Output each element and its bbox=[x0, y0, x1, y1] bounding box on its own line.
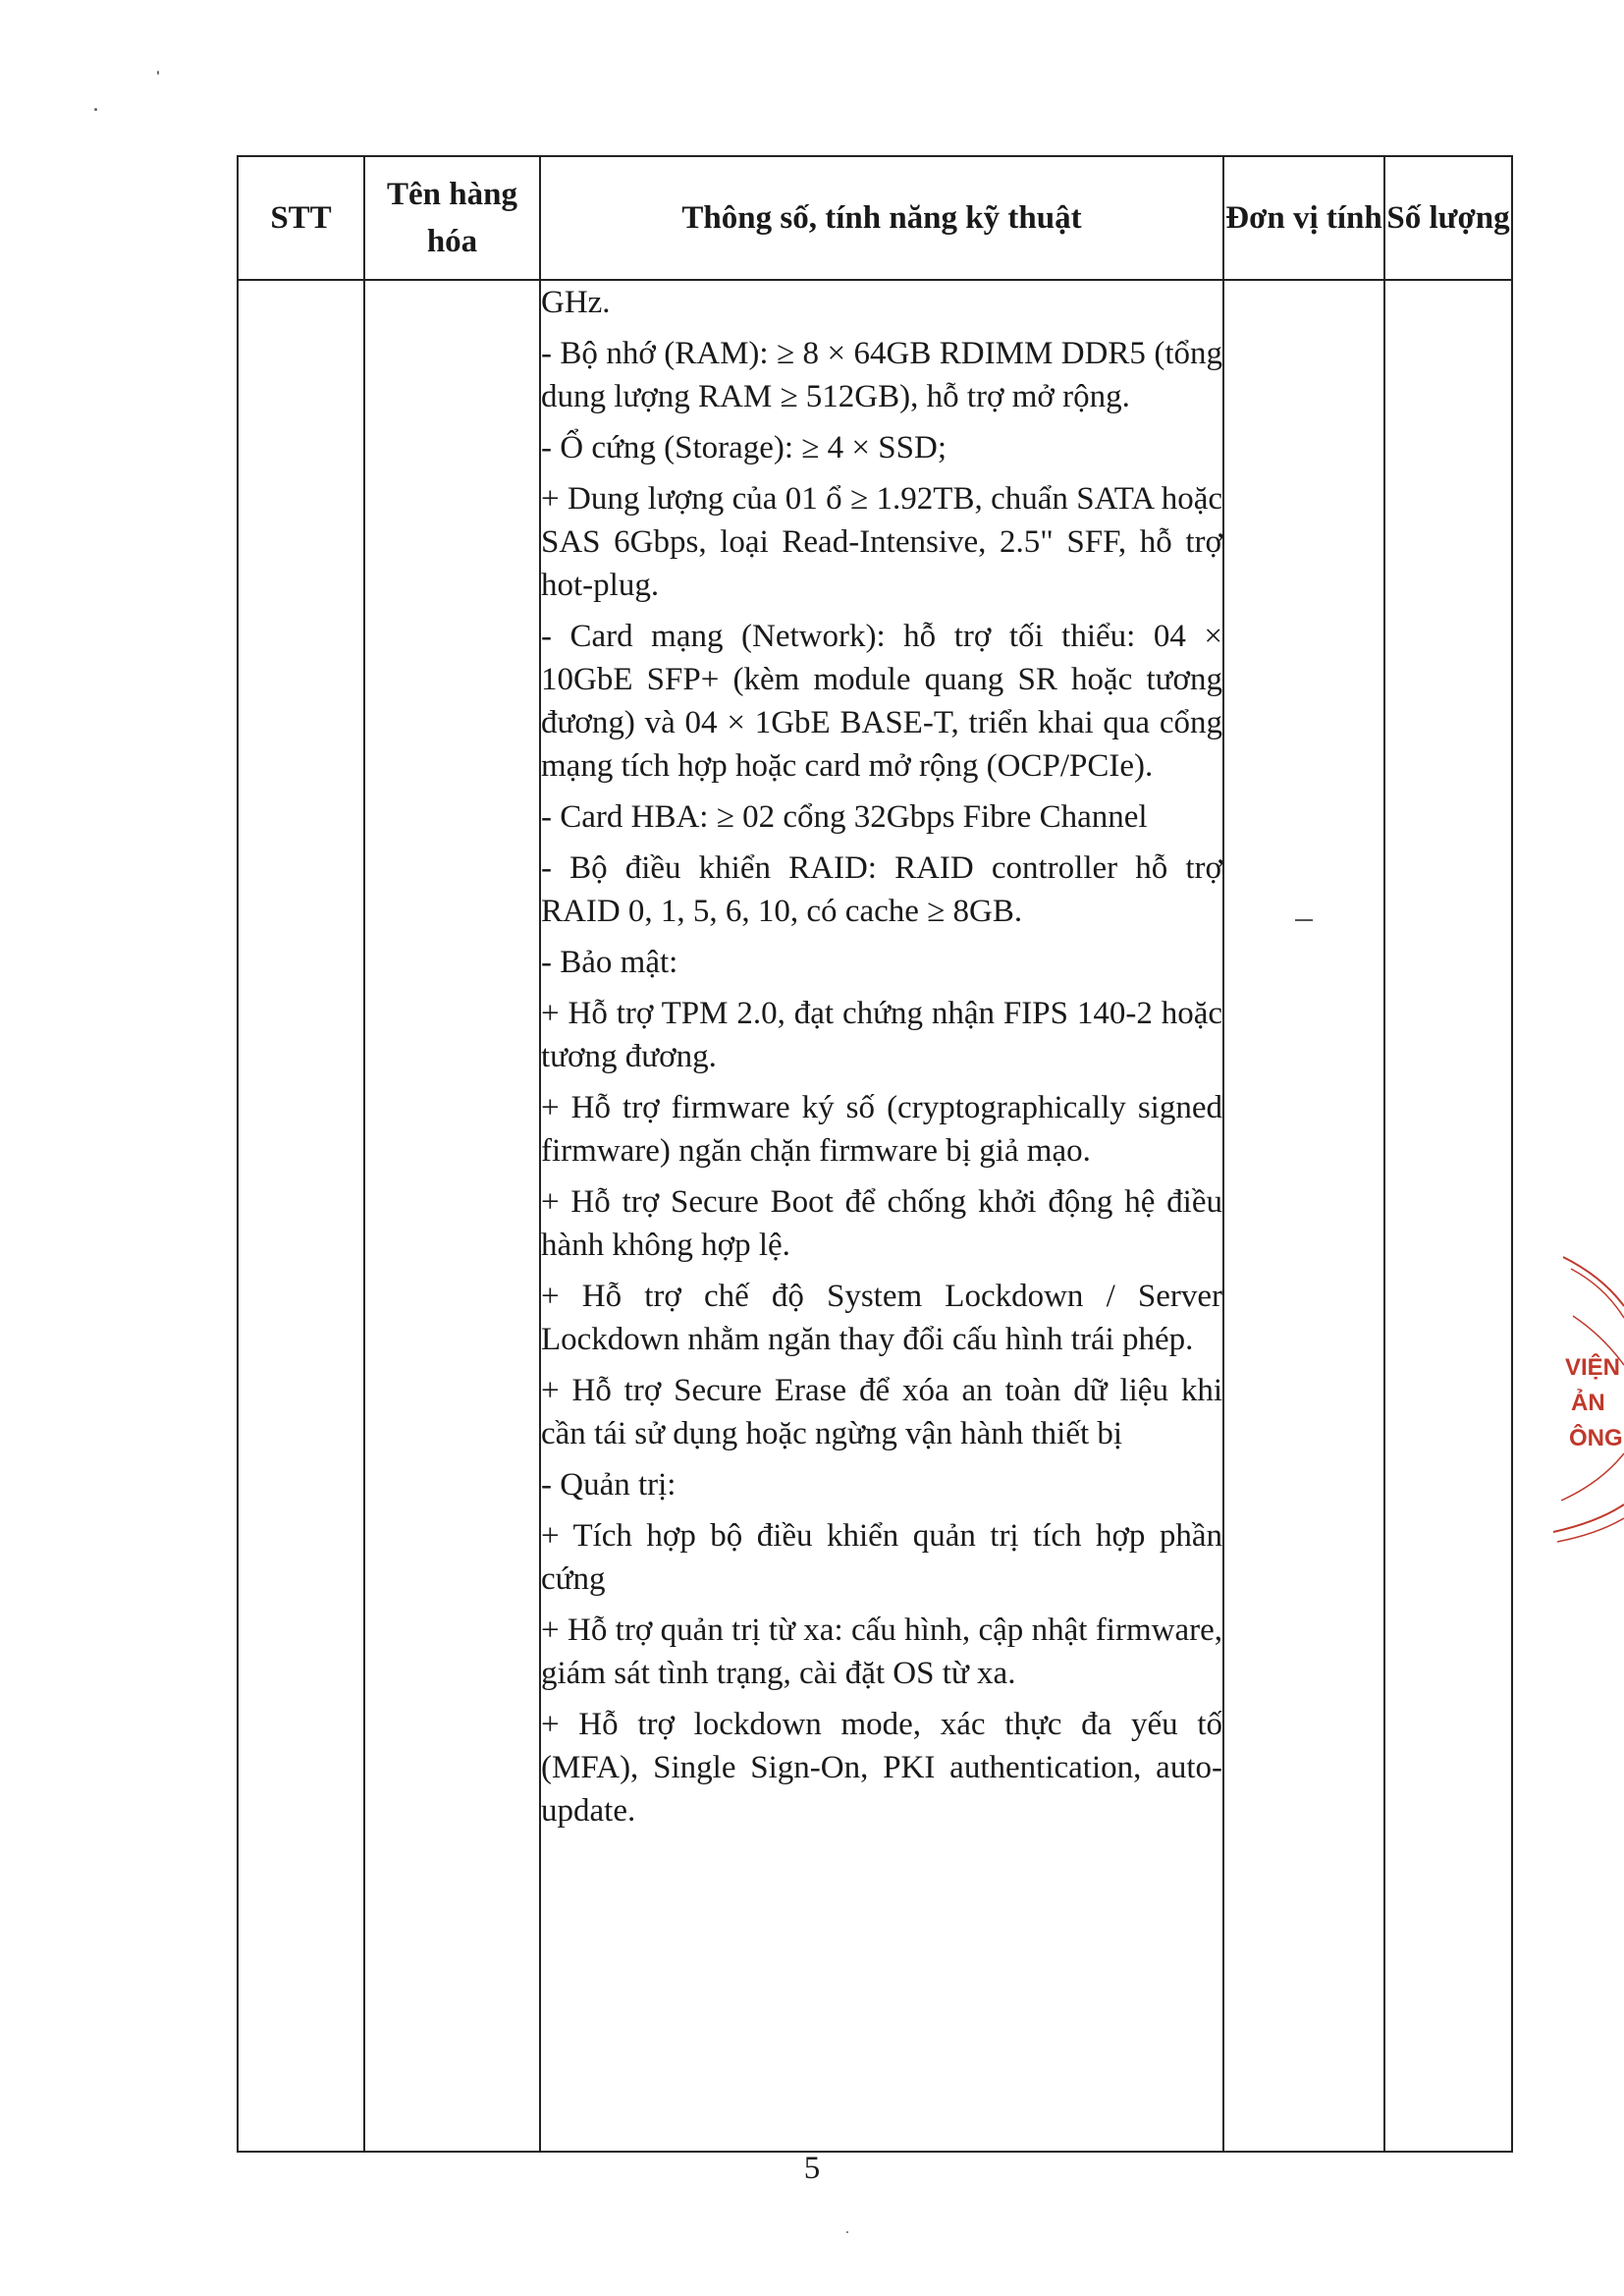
table-header-row bbox=[238, 156, 1512, 280]
unit-cell bbox=[1223, 280, 1384, 2152]
header-stt: STT bbox=[238, 156, 364, 280]
header-specifications: Thông số, tính năng kỹ thuật bbox=[540, 156, 1223, 280]
spec-line: - Bộ điều khiển RAID: RAID controller hỗ trợ RAID 0, 1, 5, 6, 10, có cache ≥ 8GB. bbox=[541, 850, 1222, 929]
specifications-cell bbox=[540, 280, 1223, 2152]
spec-line: + Hỗ trợ Secure Boot để chống khởi động hệ điều hành không hợp lệ. bbox=[541, 1184, 1222, 1263]
table-row bbox=[238, 280, 1512, 2152]
header-quantity: Số lượng bbox=[1384, 156, 1512, 280]
spec-line: + Hỗ trợ firmware ký số (cryptographically signed firmware) ngăn chặn firmware bị giả mạo. bbox=[541, 1090, 1222, 1169]
spec-line: + Hỗ trợ chế độ System Lockdown / Server Lockdown nhằm ngăn thay đổi cấu hình trái phép. bbox=[541, 1279, 1222, 1357]
scan-speck bbox=[846, 2231, 848, 2233]
spec-line: + Hỗ trợ quản trị từ xa: cấu hình, cập nhật firmware, giám sát tình trạng, cài đặt OS từ xa. bbox=[541, 1613, 1222, 1691]
scan-speck bbox=[157, 71, 159, 75]
spec-line: + Hỗ trợ Secure Erase để xóa an toàn dữ liệu khi cần tái sử dụng hoặc ngừng vận hành thiết bị bbox=[541, 1373, 1222, 1451]
header-unit: Đơn vị tính bbox=[1223, 156, 1384, 280]
header-product-name: Tên hàng hóa bbox=[364, 156, 540, 280]
stt-cell bbox=[238, 280, 364, 2152]
spec-line: GHz. bbox=[541, 285, 611, 320]
stamp-text-line-3: ÔNG bbox=[1569, 1425, 1623, 1451]
spec-line: - Quản trị: bbox=[541, 1467, 677, 1503]
spec-line: - Ổ cứng (Storage): ≥ 4 × SSD; bbox=[541, 430, 947, 465]
spec-line: - Bộ nhớ (RAM): ≥ 8 × 64GB RDIMM DDR5 (tổng dung lượng RAM ≥ 512GB), hỗ trợ mở rộng. bbox=[541, 336, 1222, 414]
product-name-cell bbox=[364, 280, 540, 2152]
spec-line: + Dung lượng của 01 ổ ≥ 1.92TB, chuẩn SATA hoặc SAS 6Gbps, loại Read-Intensive, 2.5" SFF, hỗ trợ hot-plug. bbox=[541, 481, 1222, 603]
spec-line: + Tích hợp bộ điều khiển quản trị tích hợp phần cứng bbox=[541, 1518, 1222, 1597]
spec-table bbox=[237, 155, 1513, 2153]
stamp-text-line-2: ẢN bbox=[1571, 1390, 1605, 1416]
scan-speck bbox=[94, 108, 97, 111]
spec-line: + Hỗ trợ lockdown mode, xác thực đa yếu tố (MFA), Single Sign-On, PKI authentication, auto-update. bbox=[541, 1707, 1222, 1829]
spec-line: + Hỗ trợ TPM 2.0, đạt chứng nhận FIPS 140-2 hoặc tương đương. bbox=[541, 996, 1222, 1074]
spec-line: - Card mạng (Network): hỗ trợ tối thiểu: 04 × 10GbE SFP+ (kèm module quang SR hoặc tương đương) và 04 × 1GbE BASE-T, triển khai qua cổng mạng tích hợp hoặc card mở rộng (OCP/PCIe). bbox=[541, 619, 1222, 784]
spec-line: - Card HBA: ≥ 02 cổng 32Gbps Fibre Channel bbox=[541, 799, 1148, 835]
spec-line: - Bảo mật: bbox=[541, 945, 678, 980]
stamp-text-line-1: VIỆN bbox=[1565, 1354, 1621, 1381]
red-seal-stamp bbox=[1543, 1247, 1624, 1561]
quantity-cell bbox=[1384, 280, 1512, 2152]
dash-mark bbox=[1295, 919, 1313, 921]
page-number: 5 bbox=[803, 2151, 821, 2186]
